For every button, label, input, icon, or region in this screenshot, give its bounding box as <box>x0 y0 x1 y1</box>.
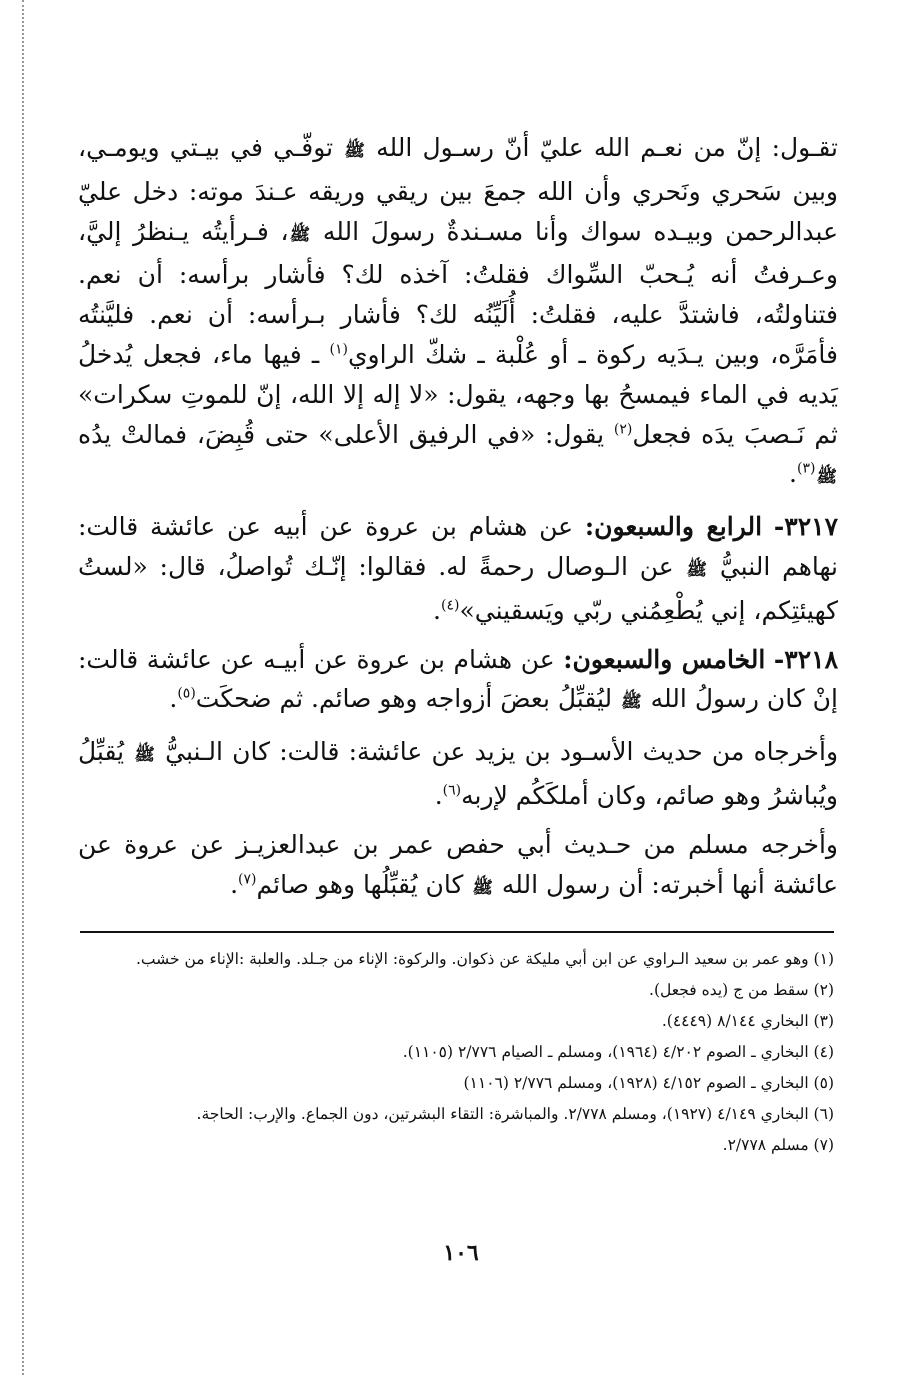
footnote-ref: (٧) <box>238 871 257 888</box>
main-text <box>78 128 838 917</box>
salawat-glyph: ﷺ <box>472 877 493 898</box>
text-segment: عن هشام بن عروة عن أبيه عن عائشة قالت: نهاهم النبيُّ <box>78 512 838 581</box>
footnote-5: (٥) البخاري ـ الصوم ٤/١٥٢ (١٩٢٨)، ومسلم ٢/٧٧٦ (١١٠٦) <box>463 1074 834 1092</box>
salawat-glyph: ﷺ <box>816 467 837 488</box>
text-segment: . <box>230 869 239 899</box>
text-segment: . <box>434 780 443 810</box>
salawat-glyph: ﷺ <box>134 745 155 766</box>
text-segment: يقول: «في الرفيق الأعلى» حتى قُبِضَ، فمالتْ يدُه <box>78 419 605 449</box>
salawat-glyph: ﷺ <box>344 141 365 161</box>
hadith-3217 <box>78 507 838 630</box>
text-segment: ـ فيها ماء، فجعل يُدخلُ يَديه في الماء فيمسحُ بها وجهه، يقول: «لا إله إلا الله، إنّ للموتِ سكرات» ثم نَـصبَ يدَه فجعل <box>78 339 838 449</box>
text-segment: كان يُقبِّلُها وهو صائم <box>256 869 464 899</box>
hadith-3218 <box>78 640 838 724</box>
footnote-6: (٦) البخاري ٤/١٤٩ (١٩٢٧)، ومسلم ٢/٧٧٨. والمباشرة: التقاء البشرتين، دون الجماع. والإرب: الحاجة. <box>196 1105 834 1123</box>
footnote-2: (٢) سقط من ج (يده فجعل). <box>649 981 834 999</box>
footnote-4: (٤) البخاري ـ الصوم ٤/٢٠٢ (١٩٦٤)، ومسلم ـ الصيام ٢/٧٧٦ (١١٠٥). <box>402 1043 834 1061</box>
text-segment: . <box>169 684 178 714</box>
footnote-divider <box>80 931 834 933</box>
footnote-ref: (١) <box>329 341 348 358</box>
text-segment: عن هشام بن عروة عن أبيـه عن عائشة قالت: إنْ كان رسولُ الله <box>78 644 838 714</box>
hadith-title: الخامس والسبعون: <box>563 644 766 674</box>
text-segment: تقـول: إنّ من نعـم الله عليّ أنّ رسـول الله <box>376 133 838 162</box>
footnotes <box>84 944 834 1161</box>
text-segment: . <box>433 595 441 625</box>
text-segment: ، فـرأيتُه يـنظرُ إليَّ، وعـرفتُ أنه يُـحبّ السِّواك فقلتُ: آخذه لك؟ فأشار برأسه: أن نعم. فتناولتُه، فاشتدَّ عليه، فقلتُ: أُلَيِّنُه لك؟ فأشار بـرأسه: أن نعم. فليَّنتُه فأمَرَّه، وبين يـدَيه ركوة ـ أو عُلْبة ـ شكّ الراوي <box>78 216 838 369</box>
hadith-title: الرابع والسبعون: <box>584 512 763 542</box>
footnote-ref: (٦) <box>442 782 462 799</box>
footnote-1: (١) وهو عمر بن سعيد الـراوي عن ابن أبي مليكة عن ذكوان. والركوة: الإناء من جـلد. والعلبة :الإناء من خشب. <box>135 950 834 968</box>
text-segment: يُقبِّلُ ويُباشرُ وهو صائم، وكان أملكَكُم لإربه <box>78 737 838 810</box>
salawat-glyph: ﷺ <box>289 224 311 245</box>
hadith-number: ٣٢١٧- <box>773 512 838 542</box>
text-segment: توفّـي في بيـتي ويومـي، وبين سَحري ونَحري وأن الله جمعَ بين ريقي وريقه عـندَ موته: دخل عليّ عبدالرحمن وبيـده سواك وأنا مسـندةٌ رسولَ الله <box>78 133 838 246</box>
salawat-glyph: ﷺ <box>686 559 708 580</box>
text-segment: وأخرجاه من حديث الأسـود بن يزيد عن عائشة: قالت: كان الـنبيُّ <box>165 737 839 767</box>
hadith-number: ٣٢١٨- <box>773 644 838 674</box>
footnote-ref: (٥) <box>177 686 196 703</box>
paragraph-muslim-narration <box>78 825 838 909</box>
scan-margin-dotted-line <box>22 0 24 1375</box>
page-number: ١٠٦ <box>443 1240 479 1266</box>
paragraph-aswad-narration <box>78 732 838 816</box>
footnote-ref: (٢) <box>613 421 633 438</box>
footnote-7: (٧) مسلم ٢/٧٧٨. <box>722 1136 834 1154</box>
text-segment: وأخرجه مسلم من حـديث أبي حفص عمر بن عبدالعزيـز عن عروة عن عائشة أنها أخبرته: أن رسول الله <box>78 829 838 899</box>
footnote-ref: (٣) <box>796 461 816 478</box>
paragraph-aisha-narration <box>78 128 838 498</box>
footnote-ref: (٤) <box>441 597 460 614</box>
salawat-glyph: ﷺ <box>621 692 642 713</box>
text-segment: عن الـوصال رحمةً له. فقالوا: إنّـك تُواصلُ، قال: «لستُ كهيئتِكم، إني يُطْعِمُني ربّي ويَسقيني» <box>78 551 838 625</box>
text-segment: ليُقبِّلُ بعضَ أزواجه وهو صائم. ثم ضحكَت <box>195 684 613 714</box>
footnote-3: (٣) البخاري ٨/١٤٤ (٤٤٤٩). <box>661 1012 834 1030</box>
text-segment: . <box>789 459 797 489</box>
